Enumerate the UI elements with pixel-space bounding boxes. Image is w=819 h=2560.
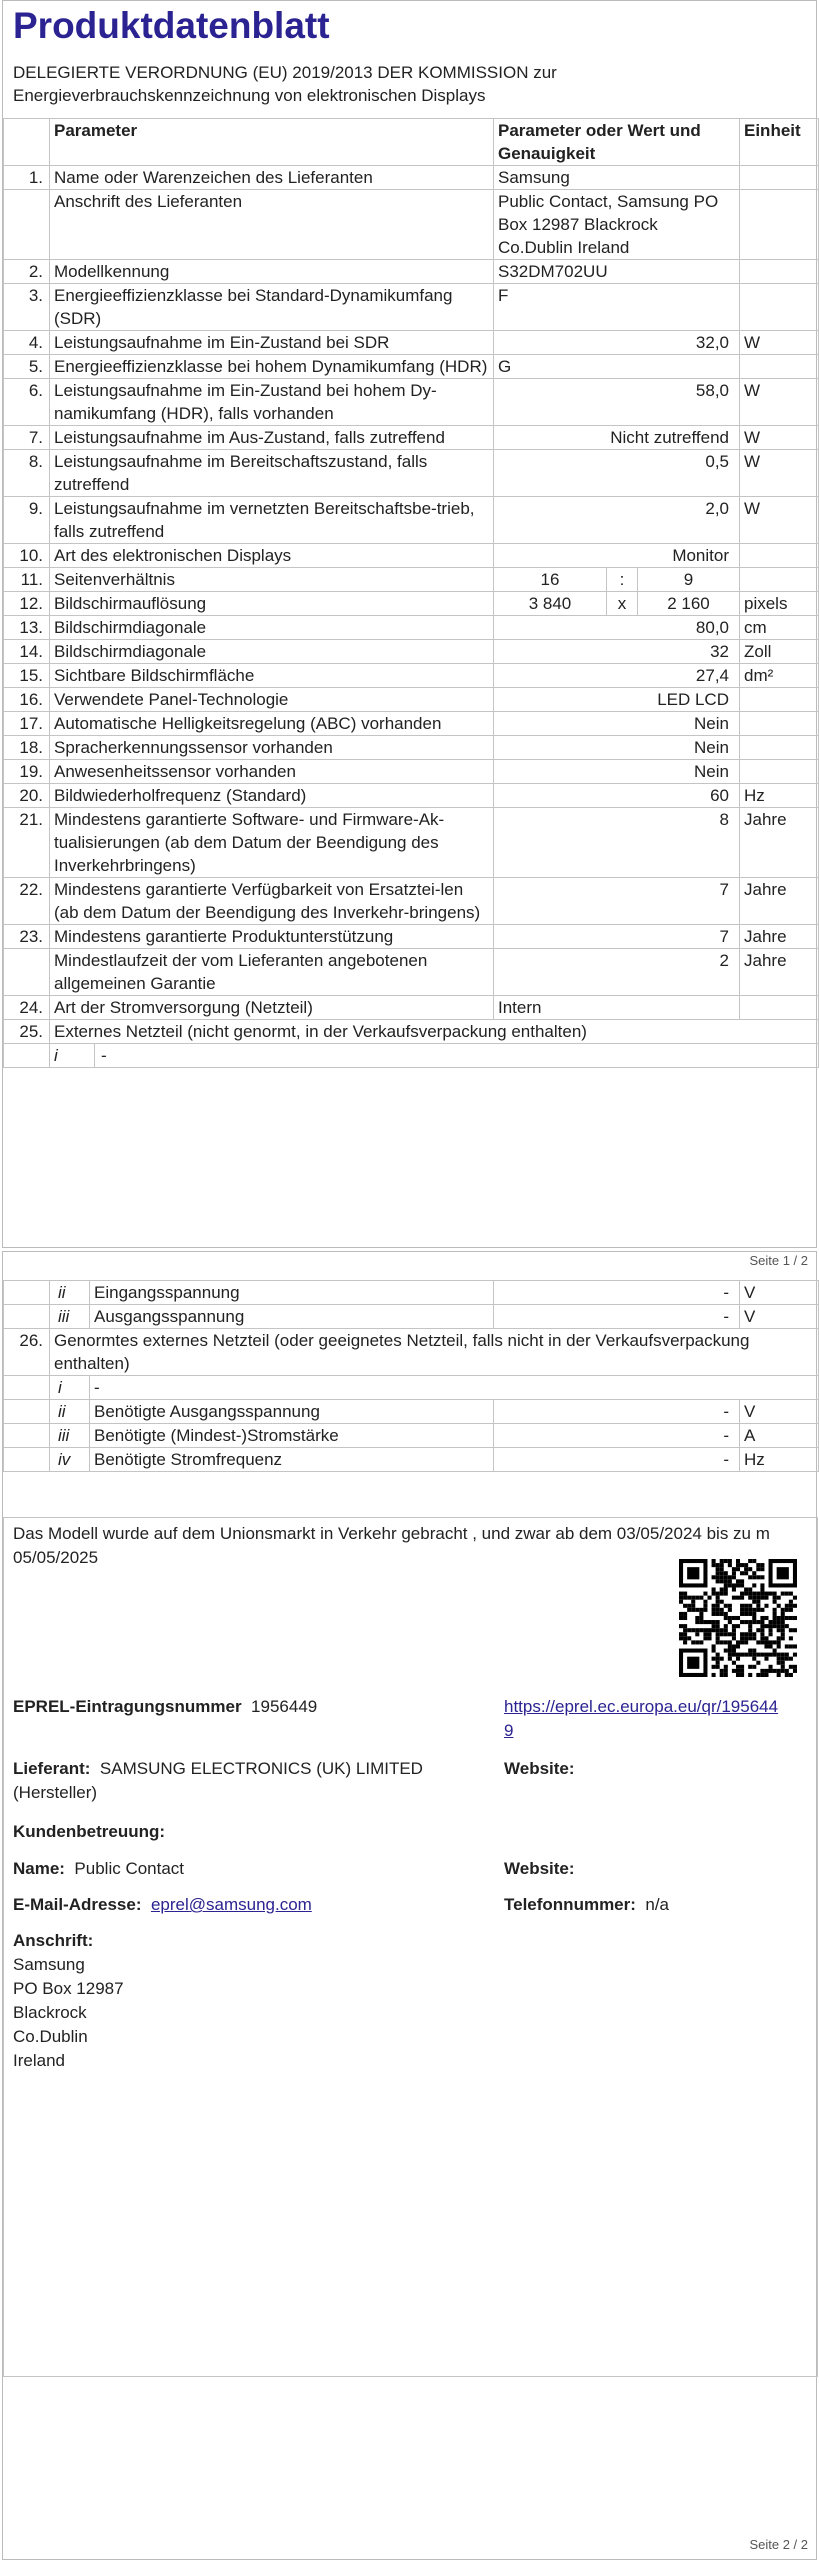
row-parameter: Benötigte Ausgangsspannung <box>90 1400 494 1424</box>
row-number: 1. <box>4 166 50 190</box>
page-1 <box>2 0 817 1268</box>
row-parameter: Genormtes externes Netzteil (oder geeignetes Netzteil, falls nicht in der Verkaufsverpackung enthalten) <box>50 1329 819 1376</box>
table-row <box>4 996 819 1020</box>
document-subtitle: DELEGIERTE VERORDNUNG (EU) 2019/2013 DER KOMMISSION zur Energieverbrauchskennzeichnung von elektronischen Displays <box>13 63 557 105</box>
row-unit <box>740 736 819 760</box>
row-unit <box>740 996 819 1020</box>
row-parameter: Mindestlaufzeit der vom Lieferanten angebotenen allgemeinen Garantie <box>50 949 494 996</box>
row-parameter: Spracherkennungssensor vorhanden <box>50 736 494 760</box>
row-parameter: Bildschirmdiagonale <box>50 616 494 640</box>
phone-label: Telefonnummer: <box>504 1895 636 1914</box>
row-unit <box>740 284 819 331</box>
row-value: Nein <box>494 736 740 760</box>
header-unit: Einheit <box>740 119 819 166</box>
row-number: 12. <box>4 592 50 616</box>
row-parameter: Mindestens garantierte Verfügbarkeit von Ersatztei-len (ab dem Datum der Beendigung des Inverkehr-bringens) <box>50 878 494 925</box>
row-sub-index: ii <box>50 1400 90 1424</box>
row-parameter: Leistungsaufnahme im vernetzten Bereitschaftsbe-trieb, falls zutreffend <box>50 497 494 544</box>
row-value: Nein <box>494 760 740 784</box>
row-number: 8. <box>4 450 50 497</box>
row-value: Intern <box>494 996 740 1020</box>
row-parameter: Anwesenheitssensor vorhanden <box>50 760 494 784</box>
row-parameter: Modellkennung <box>50 260 494 284</box>
table-header-row <box>4 119 819 166</box>
row-parameter: Art des elektronischen Displays <box>50 544 494 568</box>
row-parameter: Leistungsaufnahme im Ein-Zustand bei SDR <box>50 331 494 355</box>
row-number <box>4 1044 50 1068</box>
row-number: 6. <box>4 379 50 426</box>
row-value: 0,5 <box>494 450 740 497</box>
row-value: 80,0 <box>494 616 740 640</box>
supplier-block <box>13 1757 493 1805</box>
row-value: - <box>494 1448 740 1472</box>
table-row <box>4 1044 819 1068</box>
row-value <box>494 568 740 592</box>
value-separator: x <box>607 592 638 615</box>
header-value: Parameter oder Wert und Genauigkeit <box>494 119 740 166</box>
page-number-2: Seite 2 / 2 <box>749 2537 808 2552</box>
row-value: 32,0 <box>494 331 740 355</box>
row-value: - <box>494 1400 740 1424</box>
row-number: 24. <box>4 996 50 1020</box>
row-number: 3. <box>4 284 50 331</box>
email-label: E-Mail-Adresse: <box>13 1895 142 1914</box>
table-row <box>4 1424 819 1448</box>
address-line: Ireland <box>13 2051 65 2070</box>
row-sub-index: i <box>50 1376 90 1400</box>
value-separator: : <box>607 568 638 591</box>
row-unit: A <box>740 1424 819 1448</box>
row-value: F <box>494 284 740 331</box>
row-parameter: Eingangsspannung <box>90 1281 494 1305</box>
table-row <box>4 497 819 544</box>
row-value: 32 <box>494 640 740 664</box>
row-unit: Jahre <box>740 878 819 925</box>
row-unit: Jahre <box>740 949 819 996</box>
table-row <box>4 1448 819 1472</box>
table-row <box>4 664 819 688</box>
address-label: Anschrift: <box>13 1931 94 1950</box>
row-parameter: Bildwiederholfrequenz (Standard) <box>50 784 494 808</box>
row-parameter: Anschrift des Lieferanten <box>50 190 494 260</box>
row-unit: dm² <box>740 664 819 688</box>
row-value: Monitor <box>494 544 740 568</box>
row-number: 18. <box>4 736 50 760</box>
row-unit: Hz <box>740 784 819 808</box>
table-row <box>4 808 819 878</box>
row-value: 7 <box>494 925 740 949</box>
table-row <box>4 760 819 784</box>
row-unit <box>740 544 819 568</box>
table-row <box>4 355 819 379</box>
row-unit <box>740 166 819 190</box>
supplier-label: Lieferant: <box>13 1759 91 1778</box>
row-parameter: - <box>90 1376 819 1400</box>
document-title: Produktdatenblatt <box>13 5 330 46</box>
row-unit <box>740 355 819 379</box>
row-number <box>4 1305 50 1329</box>
row-value: 2,0 <box>494 497 740 544</box>
eprel-link[interactable]: https://eprel.ec.europa.eu/qr/1956449 <box>504 1697 779 1740</box>
row-number: 16. <box>4 688 50 712</box>
row-number: 11. <box>4 568 50 592</box>
header-parameter: Parameter <box>50 119 494 166</box>
row-parameter: Sichtbare Bildschirmfläche <box>50 664 494 688</box>
row-number <box>4 1281 50 1305</box>
row-value: 2 <box>494 949 740 996</box>
table-row <box>4 1400 819 1424</box>
table-row <box>4 450 819 497</box>
table-row <box>4 1281 819 1305</box>
row-unit <box>740 760 819 784</box>
row-number: 10. <box>4 544 50 568</box>
row-parameter: Externes Netzteil (nicht genormt, in der Verkaufsverpackung enthalten) <box>50 1020 819 1044</box>
row-number: 22. <box>4 878 50 925</box>
row-parameter: Bildschirmauflösung <box>50 592 494 616</box>
row-parameter: Leistungsaufnahme im Bereitschaftszustand, falls zutreffend <box>50 450 494 497</box>
row-number: 19. <box>4 760 50 784</box>
row-number: 23. <box>4 925 50 949</box>
eprel-link-block <box>504 1695 784 1743</box>
supplier-name: SAMSUNG ELECTRONICS (UK) LIMITED (Hersteller) <box>13 1759 423 1802</box>
value-part-2: 9 <box>683 570 694 589</box>
page-number-1: Seite 1 / 2 <box>749 1253 808 1268</box>
row-unit: cm <box>740 616 819 640</box>
row-unit: Zoll <box>740 640 819 664</box>
row-unit: V <box>740 1281 819 1305</box>
row-number: 2. <box>4 260 50 284</box>
qr-code-icon <box>679 1559 797 1677</box>
table-row <box>4 284 819 331</box>
table-row <box>4 568 819 592</box>
value-part-2: 2 160 <box>667 594 710 613</box>
row-number <box>4 190 50 260</box>
value-part-1: 16 <box>494 568 607 591</box>
contact-website-label: Website: <box>504 1859 575 1878</box>
row-unit <box>740 260 819 284</box>
row-parameter: Automatische Helligkeitsregelung (ABC) vorhanden <box>50 712 494 736</box>
address-line: Blackrock <box>13 2003 87 2022</box>
row-unit: Hz <box>740 1448 819 1472</box>
row-value: Nicht zutreffend <box>494 426 740 450</box>
page-2 <box>2 1251 817 2560</box>
table-row <box>4 736 819 760</box>
row-parameter: Ausgangsspannung <box>90 1305 494 1329</box>
row-number: 20. <box>4 784 50 808</box>
header-number <box>4 119 50 166</box>
contact-name-block <box>13 1857 184 1881</box>
value-part-1: 3 840 <box>494 592 607 615</box>
row-unit <box>740 568 819 592</box>
row-value: Samsung <box>494 166 740 190</box>
row-value: 58,0 <box>494 379 740 426</box>
row-parameter: Energieeffizienzklasse bei hohem Dynamikumfang (HDR) <box>50 355 494 379</box>
row-value: 7 <box>494 878 740 925</box>
row-unit <box>740 190 819 260</box>
row-parameter: Leistungsaufnahme im Ein-Zustand bei hohem Dy-namikumfang (HDR), falls vorhanden <box>50 379 494 426</box>
row-value: S32DM702UU <box>494 260 740 284</box>
row-value: G <box>494 355 740 379</box>
contact-name: Public Contact <box>74 1859 185 1878</box>
row-value <box>494 592 740 616</box>
table-row <box>4 949 819 996</box>
row-number: 7. <box>4 426 50 450</box>
row-unit: W <box>740 497 819 544</box>
customer-service-label: Kundenbetreuung: <box>13 1822 166 1841</box>
table-row <box>4 190 819 260</box>
table-row <box>4 426 819 450</box>
table-row <box>4 1305 819 1329</box>
row-unit <box>740 688 819 712</box>
market-placement-text: Das Modell wurde auf dem Unionsmarkt in Verkehr gebracht , und zwar ab dem 03/05/2024 bis zu m 05/05/2025 <box>13 1524 770 1567</box>
row-unit: V <box>740 1400 819 1424</box>
row-sub-index: iii <box>50 1305 90 1329</box>
row-number <box>4 1448 50 1472</box>
row-parameter: Energieeffizienzklasse bei Standard-Dynamikumfang (SDR) <box>50 284 494 331</box>
row-unit: pixels <box>740 592 819 616</box>
address-line: PO Box 12987 <box>13 1979 124 1998</box>
table-row <box>4 712 819 736</box>
row-unit: Jahre <box>740 925 819 949</box>
row-number: 15. <box>4 664 50 688</box>
table-row <box>4 331 819 355</box>
address-block <box>13 1953 124 2073</box>
table-row <box>4 688 819 712</box>
table-row <box>4 1329 819 1376</box>
email-link[interactable]: eprel@samsung.com <box>150 1895 312 1914</box>
row-number: 26. <box>4 1329 50 1376</box>
table-row <box>4 592 819 616</box>
table-row <box>4 166 819 190</box>
row-parameter: Benötigte Stromfrequenz <box>90 1448 494 1472</box>
table-row <box>4 878 819 925</box>
row-number: 25. <box>4 1020 50 1044</box>
supplier-website-label: Website: <box>504 1759 575 1778</box>
row-number: 17. <box>4 712 50 736</box>
row-value: 27,4 <box>494 664 740 688</box>
contact-name-label: Name: <box>13 1859 65 1878</box>
row-sub-cell <box>50 1044 819 1068</box>
row-value: - <box>494 1281 740 1305</box>
row-parameter: Seitenverhältnis <box>50 568 494 592</box>
row-value: LED LCD <box>494 688 740 712</box>
row-parameter: Art der Stromversorgung (Netzteil) <box>50 996 494 1020</box>
phone-value: n/a <box>645 1895 670 1914</box>
row-number: 9. <box>4 497 50 544</box>
row-parameter: Leistungsaufnahme im Aus-Zustand, falls zutreffend <box>50 426 494 450</box>
row-unit: W <box>740 331 819 355</box>
row-parameter: Name oder Warenzeichen des Lieferanten <box>50 166 494 190</box>
row-parameter: Mindestens garantierte Produktunterstützung <box>50 925 494 949</box>
row-number: 5. <box>4 355 50 379</box>
row-value: 8 <box>494 808 740 878</box>
address-line: Co.Dublin <box>13 2027 88 2046</box>
table-row <box>4 1376 819 1400</box>
row-unit: W <box>740 426 819 450</box>
row-number: 4. <box>4 331 50 355</box>
row-value: Nein <box>494 712 740 736</box>
row-sub-value: - <box>101 1046 107 1065</box>
row-number: 13. <box>4 616 50 640</box>
address-line: Samsung <box>13 1955 85 1974</box>
table-row <box>4 260 819 284</box>
row-number <box>4 1424 50 1448</box>
row-parameter: Benötigte (Mindest-)Stromstärke <box>90 1424 494 1448</box>
table-row <box>4 616 819 640</box>
row-sub-index: ii <box>50 1281 90 1305</box>
row-value: - <box>494 1424 740 1448</box>
eprel-registration <box>13 1695 317 1719</box>
row-unit: W <box>740 450 819 497</box>
row-unit <box>740 712 819 736</box>
row-value: Public Contact, Samsung PO Box 12987 Blackrock Co.Dublin Ireland <box>494 190 740 260</box>
row-number <box>4 949 50 996</box>
row-sub-index: iii <box>50 1424 90 1448</box>
row-value: 60 <box>494 784 740 808</box>
row-sub-index: i <box>50 1044 95 1067</box>
row-unit: V <box>740 1305 819 1329</box>
email-block <box>13 1893 312 1917</box>
product-data-table-continued <box>3 1280 819 1472</box>
row-parameter: Mindestens garantierte Software- und Firmware-Ak-tualisierungen (ab dem Datum der Beendigung des Inverkehrbringens) <box>50 808 494 878</box>
table-row <box>4 1020 819 1044</box>
row-number: 14. <box>4 640 50 664</box>
row-number <box>4 1400 50 1424</box>
phone-block <box>504 1893 669 1917</box>
row-value: - <box>494 1305 740 1329</box>
table-row <box>4 640 819 664</box>
table-row <box>4 379 819 426</box>
row-parameter: Bildschirmdiagonale <box>50 640 494 664</box>
table-row <box>4 544 819 568</box>
row-unit: W <box>740 379 819 426</box>
row-number: 21. <box>4 808 50 878</box>
product-data-table <box>3 118 819 1068</box>
row-parameter: Verwendete Panel-Technologie <box>50 688 494 712</box>
eprel-label: EPREL-Eintragungsnummer <box>13 1697 242 1716</box>
eprel-number: 1956449 <box>251 1697 318 1716</box>
table-row <box>4 925 819 949</box>
table-row <box>4 784 819 808</box>
row-unit: Jahre <box>740 808 819 878</box>
row-number <box>4 1376 50 1400</box>
row-sub-index: iv <box>50 1448 90 1472</box>
